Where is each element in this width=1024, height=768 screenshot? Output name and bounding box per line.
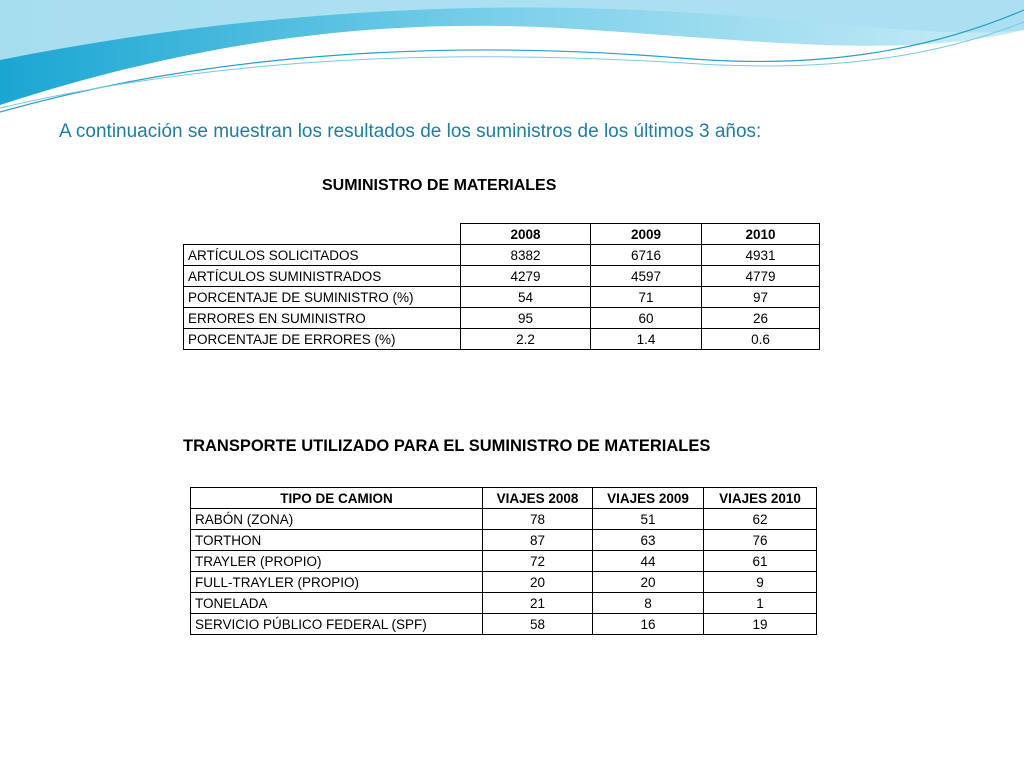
- table-row: [184, 308, 820, 329]
- cell-value: 71: [591, 287, 702, 308]
- row-label: TONELADA: [191, 593, 483, 614]
- cell-value: 20: [593, 572, 704, 593]
- header-cell: 2008: [461, 224, 591, 245]
- row-label: TORTHON: [191, 530, 483, 551]
- cell-value: 95: [461, 308, 591, 329]
- cell-value: 4597: [591, 266, 702, 287]
- table-row: [184, 287, 820, 308]
- row-label: ARTÍCULOS SOLICITADOS: [184, 245, 461, 266]
- row-label: PORCENTAJE DE ERRORES (%): [184, 329, 461, 350]
- table-row: [191, 551, 817, 572]
- row-label: ERRORES EN SUMINISTRO: [184, 308, 461, 329]
- header-cell: 2010: [702, 224, 820, 245]
- table1-title: SUMINISTRO DE MATERIALES: [322, 177, 557, 194]
- table-row: [191, 614, 817, 635]
- cell-value: 87: [483, 530, 593, 551]
- row-label: SERVICIO PÚBLICO FEDERAL (SPF): [191, 614, 483, 635]
- table-row: [184, 329, 820, 350]
- cell-value: 8382: [461, 245, 591, 266]
- cell-value: 51: [593, 509, 704, 530]
- table-row: [191, 572, 817, 593]
- cell-value: 9: [704, 572, 817, 593]
- cell-value: 20: [483, 572, 593, 593]
- table-row: [191, 593, 817, 614]
- cell-value: 97: [702, 287, 820, 308]
- header-cell: VIAJES 2008: [483, 488, 593, 509]
- header-wave-decoration: [0, 0, 1024, 120]
- cell-value: 4931: [702, 245, 820, 266]
- cell-value: 72: [483, 551, 593, 572]
- supply-table: [183, 223, 820, 350]
- table-row: [191, 509, 817, 530]
- cell-value: 1.4: [591, 329, 702, 350]
- table-row: [184, 245, 820, 266]
- row-label: TRAYLER (PROPIO): [191, 551, 483, 572]
- header-cell: TIPO DE CAMION: [191, 488, 483, 509]
- cell-value: 58: [483, 614, 593, 635]
- row-label: PORCENTAJE DE SUMINISTRO (%): [184, 287, 461, 308]
- cell-value: 1: [704, 593, 817, 614]
- cell-value: 76: [704, 530, 817, 551]
- table-row: [191, 530, 817, 551]
- row-label: RABÓN (ZONA): [191, 509, 483, 530]
- table-header-row: [191, 488, 817, 509]
- cell-value: 21: [483, 593, 593, 614]
- cell-value: 54: [461, 287, 591, 308]
- table-header-row: [184, 224, 820, 245]
- cell-value: 4779: [702, 266, 820, 287]
- row-label: FULL-TRAYLER (PROPIO): [191, 572, 483, 593]
- table-row: [184, 266, 820, 287]
- cell-value: 26: [702, 308, 820, 329]
- cell-value: 61: [704, 551, 817, 572]
- header-cell: VIAJES 2009: [593, 488, 704, 509]
- cell-value: 2.2: [461, 329, 591, 350]
- cell-value: 60: [591, 308, 702, 329]
- cell-value: 16: [593, 614, 704, 635]
- table2-title: TRANSPORTE UTILIZADO PARA EL SUMINISTRO DE MATERIALES: [183, 437, 711, 455]
- header-blank-cell: [184, 224, 461, 245]
- row-label: ARTÍCULOS SUMINISTRADOS: [184, 266, 461, 287]
- header-cell: 2009: [591, 224, 702, 245]
- cell-value: 19: [704, 614, 817, 635]
- cell-value: 78: [483, 509, 593, 530]
- cell-value: 0.6: [702, 329, 820, 350]
- header-cell: VIAJES 2010: [704, 488, 817, 509]
- cell-value: 63: [593, 530, 704, 551]
- cell-value: 4279: [461, 266, 591, 287]
- cell-value: 6716: [591, 245, 702, 266]
- cell-value: 62: [704, 509, 817, 530]
- transport-table: [190, 487, 817, 635]
- cell-value: 8: [593, 593, 704, 614]
- cell-value: 44: [593, 551, 704, 572]
- intro-text: A continuación se muestran los resultados de los suministros de los últimos 3 años:: [59, 121, 762, 142]
